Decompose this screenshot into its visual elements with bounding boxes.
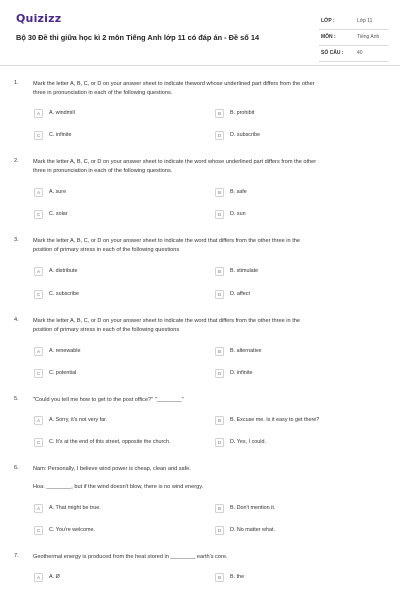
option-b[interactable]	[215, 267, 395, 277]
question-number: 2.	[14, 158, 19, 164]
option-letter-box: B	[215, 347, 224, 356]
option-a[interactable]	[34, 573, 214, 583]
option-a[interactable]	[34, 504, 214, 514]
question-line: Geothermal energy is produced from the heat stored in ________ earth's core.	[33, 554, 228, 560]
option-letter-box: A	[34, 109, 43, 118]
question-number: 7.	[14, 553, 19, 559]
question-line: position of primary stress in each of the following questions	[33, 247, 180, 253]
option-text: D. Yes, I could.	[230, 439, 266, 445]
option-letter-box: D	[215, 438, 224, 447]
question-line: "Could you tell me how to get to the post office?" "________"	[33, 397, 184, 403]
question-text	[33, 553, 391, 562]
question-line: Nam: Personally, I believe wind power is cheap, clean and safe.	[33, 466, 191, 472]
option-letter-box: C	[34, 290, 43, 299]
option-text: A. windmill	[49, 110, 75, 116]
option-letter-box: C	[34, 210, 43, 219]
question-text	[33, 396, 391, 405]
option-b[interactable]	[215, 347, 395, 357]
document-title: Bộ 30 Đề thi giữa học kì 2 môn Tiếng Anh lớp 11 có đáp án - Đề số 14	[16, 33, 260, 42]
question-line: Mark the letter A, B, C, or D on your answer sheet to indicate the word that differs from the other three in the	[33, 238, 300, 244]
meta-row-count	[319, 46, 389, 62]
quizizz-logo: Quizizz	[16, 12, 62, 25]
option-c[interactable]	[34, 210, 214, 220]
option-letter-box: B	[215, 573, 224, 582]
option-text: A. renewable	[49, 348, 81, 354]
option-letter-box: B	[215, 416, 224, 425]
meta-table	[319, 14, 389, 62]
meta-row-subject	[319, 30, 389, 46]
option-d[interactable]	[215, 131, 395, 141]
meta-label: MÔN :	[321, 34, 336, 40]
option-b[interactable]	[215, 416, 395, 426]
option-text: B. stimulate	[230, 268, 259, 274]
option-a[interactable]	[34, 267, 214, 277]
option-a[interactable]	[34, 347, 214, 357]
page-header	[0, 0, 400, 62]
question-text	[33, 317, 391, 335]
option-c[interactable]	[34, 438, 214, 448]
option-c[interactable]	[34, 131, 214, 141]
option-letter-box: A	[34, 347, 43, 356]
question-text	[33, 158, 391, 176]
option-letter-box: D	[215, 210, 224, 219]
option-text: C. It's at the end of this street, opposite the church.	[49, 439, 171, 445]
question-line: three in pronunciation in each of the following questions.	[33, 90, 173, 96]
meta-value: Lớp 11	[357, 18, 373, 24]
question-number: 4.	[14, 317, 19, 323]
option-text: B. prohibit	[230, 110, 255, 116]
option-letter-box: B	[215, 109, 224, 118]
option-text: B. alternative	[230, 348, 262, 354]
option-text: A. Sorry, it's not very far.	[49, 417, 108, 423]
option-letter-box: C	[34, 526, 43, 535]
option-text: C. potential	[49, 370, 77, 376]
option-text: D. infinite	[230, 370, 253, 376]
option-a[interactable]	[34, 416, 214, 426]
option-text: A. Ø	[49, 574, 60, 580]
question-number: 3.	[14, 237, 19, 243]
meta-value: Tiếng Anh	[357, 34, 380, 40]
option-c[interactable]	[34, 290, 214, 300]
option-d[interactable]	[215, 290, 395, 300]
option-letter-box: A	[34, 573, 43, 582]
option-text: A. sure	[49, 189, 67, 195]
option-letter-box: B	[215, 267, 224, 276]
question-text	[33, 237, 391, 255]
option-b[interactable]	[215, 188, 395, 198]
option-c[interactable]	[34, 369, 214, 379]
option-letter-box: C	[34, 369, 43, 378]
option-text: B. the	[230, 574, 245, 580]
question-number: 6.	[14, 465, 19, 471]
option-text: D. subscribe	[230, 132, 260, 138]
meta-row-class	[319, 14, 389, 30]
option-text: A. distribute	[49, 268, 78, 274]
option-text: D. No matter what.	[230, 527, 275, 533]
option-letter-box: C	[34, 438, 43, 447]
question-line: position of primary stress in each of the following questions	[33, 327, 180, 333]
option-text: B. Don't mention it.	[230, 505, 276, 511]
question-number: 5.	[14, 396, 19, 402]
question-line: Mark the letter A, B, C, or D on your answer sheet to indicate the word whose underlined part differs from the other	[33, 159, 317, 165]
option-text: C. solar	[49, 211, 68, 217]
option-letter-box: B	[215, 188, 224, 197]
question-text	[33, 80, 391, 98]
option-a[interactable]	[34, 188, 214, 198]
meta-label: LỚP :	[321, 18, 335, 24]
option-d[interactable]	[215, 526, 395, 536]
option-letter-box: A	[34, 267, 43, 276]
option-a[interactable]	[34, 109, 214, 119]
option-letter-box: D	[215, 290, 224, 299]
option-letter-box: D	[215, 526, 224, 535]
meta-value: 40	[357, 50, 363, 56]
option-text: C. subscribe	[49, 291, 79, 297]
option-letter-box: A	[34, 416, 43, 425]
option-letter-box: D	[215, 369, 224, 378]
question-line: three in pronunciation in each of the following questions.	[33, 168, 173, 174]
option-d[interactable]	[215, 369, 395, 379]
question-line: Mark the letter A, B, C, or D on your answer sheet to indicate the word that differs from the other three in the	[33, 318, 300, 324]
option-text: C. You're welcome.	[49, 527, 95, 533]
question-number: 1.	[14, 80, 19, 86]
question-line: Hoa: ________, but if the wind doesn't blow, there is no wind energy.	[33, 484, 204, 490]
option-b[interactable]	[215, 109, 395, 119]
option-letter-box: A	[34, 504, 43, 513]
option-b[interactable]	[215, 504, 395, 514]
option-text: A. That might be true.	[49, 505, 101, 511]
option-d[interactable]	[215, 438, 395, 448]
option-text: D. sun	[230, 211, 246, 217]
option-letter-box: C	[34, 131, 43, 140]
question-text	[33, 465, 391, 492]
option-letter-box: A	[34, 188, 43, 197]
option-text: C. infinite	[49, 132, 72, 138]
option-b[interactable]	[215, 573, 395, 583]
option-text: D. affect	[230, 291, 250, 297]
meta-label: SỐ CÂU :	[321, 50, 344, 56]
option-letter-box: B	[215, 504, 224, 513]
header-divider	[0, 65, 400, 66]
option-letter-box: D	[215, 131, 224, 140]
option-c[interactable]	[34, 526, 214, 536]
option-text: B. safe	[230, 189, 247, 195]
option-text: B. Excuse me. Is it easy to get there?	[230, 417, 320, 423]
question-line: Mark the letter A, B, C, or D on your answer sheet to indicate theword whose underlined part differs from the other	[33, 81, 315, 87]
option-d[interactable]	[215, 210, 395, 220]
